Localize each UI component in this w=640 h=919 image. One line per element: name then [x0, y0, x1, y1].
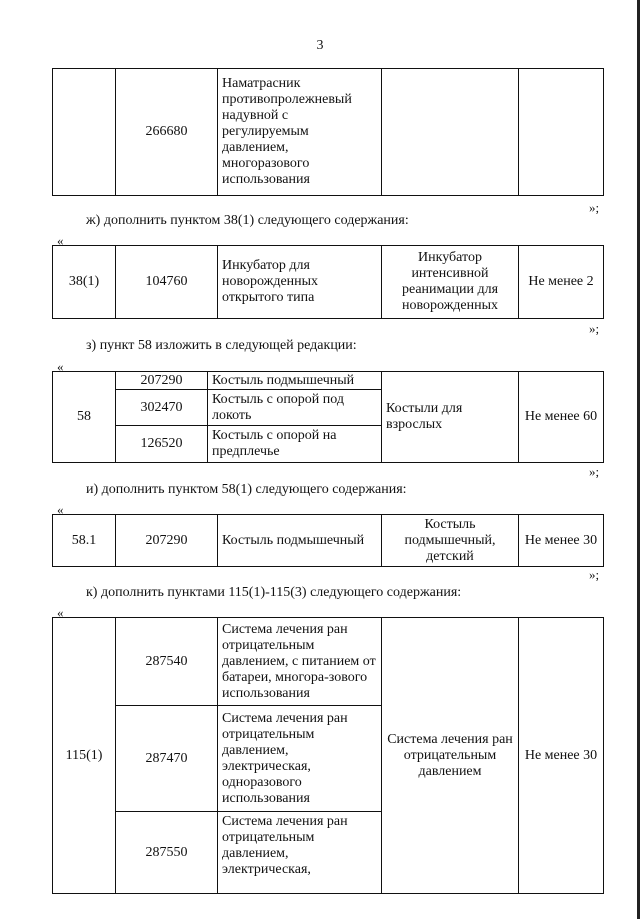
cell-group: Костыли для взрослых — [382, 372, 519, 463]
cell-code: 126520 — [116, 426, 208, 463]
cell-name: Наматрасник противопролежневый надувной с регулируемым давлением, многоразового использования — [218, 69, 382, 196]
table-item-115-1 — [52, 617, 604, 894]
cell-name: Система лечения ран отрицательным давлением, электрическая, одноразового использования — [218, 706, 382, 812]
cell-qty: Не менее 30 — [519, 618, 604, 894]
cell-code: 207290 — [116, 372, 208, 390]
opening-quote: « — [57, 359, 64, 374]
paragraph-i: и) дополнить пунктом 58(1) следующего содержания: — [86, 482, 407, 497]
cell-name: Костыль с опорой под локоть — [208, 390, 382, 426]
table-item-266680 — [52, 68, 604, 196]
cell-num — [53, 69, 116, 196]
table-item-58-1 — [52, 514, 604, 567]
cell-code: 287550 — [116, 812, 218, 894]
cell-num: 38(1) — [53, 246, 116, 319]
page-number: 3 — [316, 38, 324, 53]
opening-quote: « — [57, 605, 64, 620]
cell-code: 287470 — [116, 706, 218, 812]
cell-group — [382, 69, 519, 196]
cell-qty: Не менее 2 — [519, 246, 604, 319]
table-item-58 — [52, 371, 604, 463]
opening-quote: « — [57, 502, 64, 517]
cell-qty: Не менее 60 — [519, 372, 604, 463]
opening-quote: « — [57, 233, 64, 248]
cell-qty — [519, 69, 604, 196]
cell-name: Костыль подмышечный — [218, 515, 382, 567]
paragraph-k: к) дополнить пунктами 115(1)-115(3) следующего содержания: — [86, 585, 462, 600]
paragraph-z: з) пункт 58 изложить в следующей редакции: — [86, 338, 357, 353]
cell-code: 104760 — [116, 246, 218, 319]
cell-qty: Не менее 30 — [519, 515, 604, 567]
paragraph-zh: ж) дополнить пунктом 38(1) следующего содержания: — [86, 213, 409, 228]
closing-quote: »; — [589, 321, 600, 336]
cell-code: 287540 — [116, 618, 218, 706]
cell-group: Инкубатор интенсивной реанимации для новорожденных — [382, 246, 519, 319]
cell-name: Инкубатор для новорожденных открытого типа — [218, 246, 382, 319]
closing-quote: »; — [589, 464, 600, 479]
cell-name: Система лечения ран отрицательным давлением, электрическая, — [218, 812, 382, 894]
cell-code: 207290 — [116, 515, 218, 567]
closing-quote: »; — [589, 567, 600, 582]
cell-code: 302470 — [116, 390, 208, 426]
cell-code: 266680 — [116, 69, 218, 196]
cell-num: 115(1) — [53, 618, 116, 894]
cell-group: Костыль подмышечный, детский — [382, 515, 519, 567]
cell-num: 58.1 — [53, 515, 116, 567]
closing-quote: »; — [589, 200, 600, 215]
cell-name: Костыль подмышечный — [208, 372, 382, 390]
cell-group: Система лечения ран отрицательным давлением — [382, 618, 519, 894]
table-item-38-1 — [52, 245, 604, 319]
cell-num: 58 — [53, 372, 116, 463]
cell-name: Костыль с опорой на предплечье — [208, 426, 382, 463]
cell-name: Система лечения ран отрицательным давлением, с питанием от батареи, многора-зового использования — [218, 618, 382, 706]
